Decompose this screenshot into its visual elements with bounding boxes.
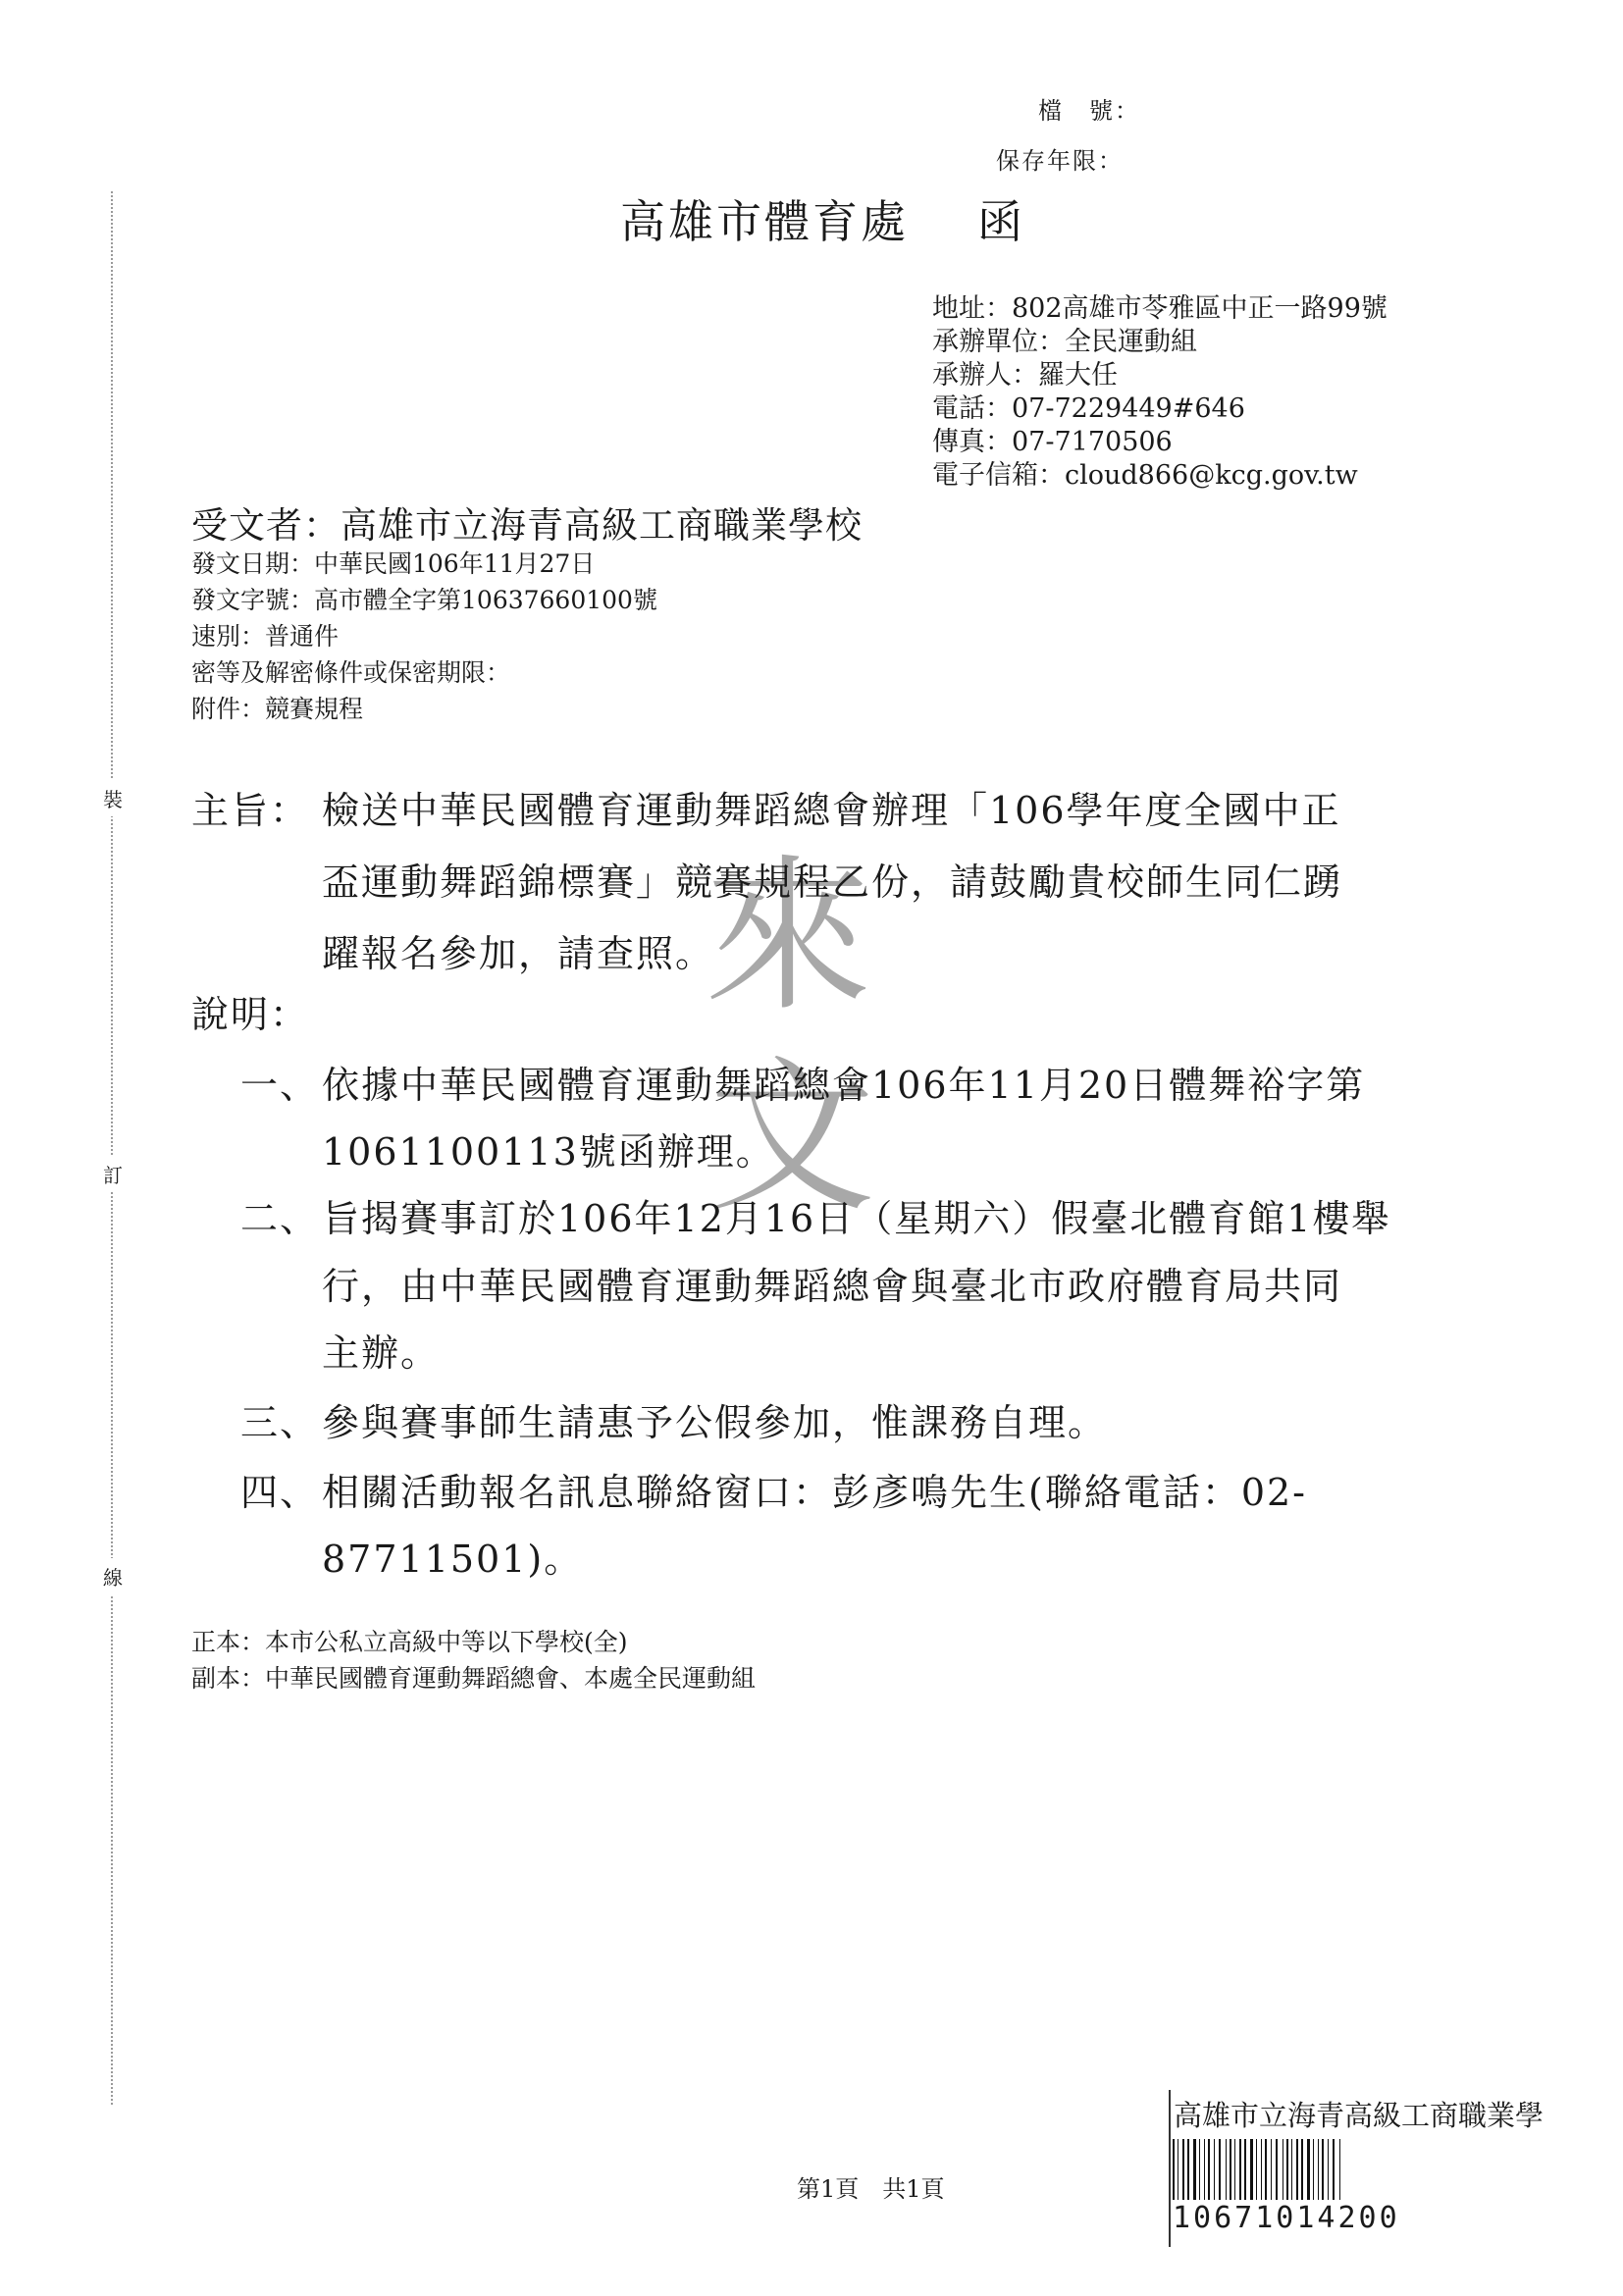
- barcode-bar: [1276, 2139, 1278, 2200]
- item-2-line-1: 旨揭賽事訂於106年12月16日（星期六）假臺北體育館1樓舉: [322, 1197, 1391, 1240]
- receiver-school-name: 高雄市立海青高級工商職業學: [1174, 2099, 1544, 2132]
- received-stamp-char-1: 來: [705, 840, 872, 1034]
- barcode-bar: [1214, 2139, 1215, 2200]
- barcode-bar: [1199, 2139, 1200, 2200]
- barcode-bar: [1226, 2139, 1227, 2200]
- barcode-bar: [1204, 2139, 1205, 2200]
- document-type: 函: [977, 195, 1025, 248]
- barcode-bar: [1244, 2139, 1246, 2200]
- item-3-line-1: 參與賽事師生請惠予公假參加，惟課務自理。: [322, 1401, 1108, 1444]
- barcode-bar: [1173, 2139, 1175, 2200]
- barcode-bar: [1301, 2139, 1303, 2200]
- contact-block: [932, 292, 1387, 493]
- distribution-original: 正本：本市公私立高級中等以下學校(全): [191, 1628, 628, 1656]
- item-1-line-2: 1061100113號函辦理。: [322, 1130, 775, 1174]
- email: 電子信箱：cloud866@kcg.gov.tw: [932, 460, 1358, 491]
- barcode-bar: [1265, 2139, 1267, 2200]
- barcode-bar: [1208, 2139, 1210, 2200]
- binding-mark-ding: 訂: [103, 1156, 123, 1192]
- subject-line-3: 躍報名參加，請查照。: [322, 932, 715, 975]
- item-1-line-1: 依據中華民國體育運動舞蹈總會106年11月20日體舞裕字第: [322, 1064, 1366, 1107]
- explanation-label: 說明：: [191, 993, 310, 1036]
- barcode-number: 10671014200: [1173, 2201, 1400, 2235]
- barcode-bar: [1250, 2139, 1253, 2200]
- issue-info: [191, 546, 657, 727]
- item-4-number: 四、: [240, 1471, 320, 1514]
- item-1-number: 一、: [240, 1064, 320, 1107]
- attachment: 附件：競賽規程: [191, 695, 364, 723]
- barcode-bar: [1333, 2139, 1335, 2200]
- barcode-bar: [1187, 2139, 1189, 2200]
- issue-number: 發文字號：高市體全字第10637660100號: [191, 586, 657, 614]
- barcode-bar: [1234, 2139, 1235, 2200]
- barcode-bar: [1313, 2139, 1314, 2200]
- subject-label: 主旨：: [191, 789, 310, 832]
- subject-line-1: 檢送中華民國體育運動舞蹈總會辦理「106學年度全國中正: [322, 789, 1341, 832]
- address: 地址：802高雄市苓雅區中正一路99號: [932, 293, 1387, 324]
- retention-label: 保存年限：: [996, 147, 1124, 175]
- barcode-bar: [1322, 2139, 1324, 2200]
- agency-name: 高雄市體育處: [620, 195, 909, 248]
- barcode-bar: [1307, 2139, 1310, 2200]
- barcode-bar: [1291, 2139, 1292, 2200]
- item-2-number: 二、: [240, 1197, 320, 1240]
- subject-line-2: 盃運動舞蹈錦標賽」競賽規程乙份，請鼓勵貴校師生同仁踴: [322, 861, 1343, 904]
- item-4-line-2: 87711501)。: [322, 1538, 584, 1581]
- secrecy-level: 密等及解密條件或保密期限：: [191, 658, 511, 687]
- barcode-bar: [1219, 2139, 1221, 2200]
- file-number-label: 檔 號：: [1038, 97, 1140, 125]
- binding-mark-zhuang: 裝: [103, 780, 123, 816]
- barcode-bar: [1182, 2139, 1184, 2200]
- barcode-bar: [1230, 2139, 1231, 2200]
- barcode-bar: [1256, 2139, 1257, 2200]
- item-4-line-1: 相關活動報名訊息聯絡窗口：彭彥鳴先生(聯絡電話：02-: [322, 1471, 1308, 1514]
- delivery-speed: 速別：普通件: [191, 622, 340, 651]
- handling-officer: 承辦人：羅大任: [932, 360, 1118, 391]
- handling-unit: 承辦單位：全民運動組: [932, 327, 1197, 357]
- barcode-bar: [1328, 2139, 1329, 2200]
- barcode-bar: [1339, 2139, 1340, 2200]
- binding-mark-xian: 線: [103, 1558, 123, 1594]
- phone: 電話：07-7229449#646: [932, 393, 1245, 424]
- barcode-bar: [1296, 2139, 1298, 2200]
- barcode: [1173, 2139, 1408, 2200]
- barcode-bar: [1318, 2139, 1319, 2200]
- barcode-bar: [1193, 2139, 1196, 2200]
- distribution-copy: 副本：中華民國體育運動舞蹈總會、本處全民運動組: [191, 1664, 757, 1693]
- received-stamp-char-2: 文: [708, 1041, 876, 1235]
- barcode-bar: [1271, 2139, 1272, 2200]
- barcode-bar: [1261, 2139, 1262, 2200]
- item-2-line-2: 行，由中華民國體育運動舞蹈總會與臺北市政府體育局共同: [322, 1265, 1343, 1308]
- barcode-bar: [1239, 2139, 1241, 2200]
- issue-date: 發文日期：中華民國106年11月27日: [191, 549, 596, 578]
- document-title: [620, 186, 1025, 251]
- barcode-bar: [1286, 2139, 1288, 2200]
- fax: 傳真：07-7170506: [932, 427, 1173, 457]
- item-2-line-3: 主辦。: [322, 1331, 441, 1375]
- page-number: 第1頁 共1頁: [797, 2175, 945, 2203]
- item-3-number: 三、: [240, 1401, 320, 1444]
- recipient: 受文者：高雄市立海青高級工商職業學校: [191, 504, 863, 547]
- binding-line: [111, 191, 113, 2105]
